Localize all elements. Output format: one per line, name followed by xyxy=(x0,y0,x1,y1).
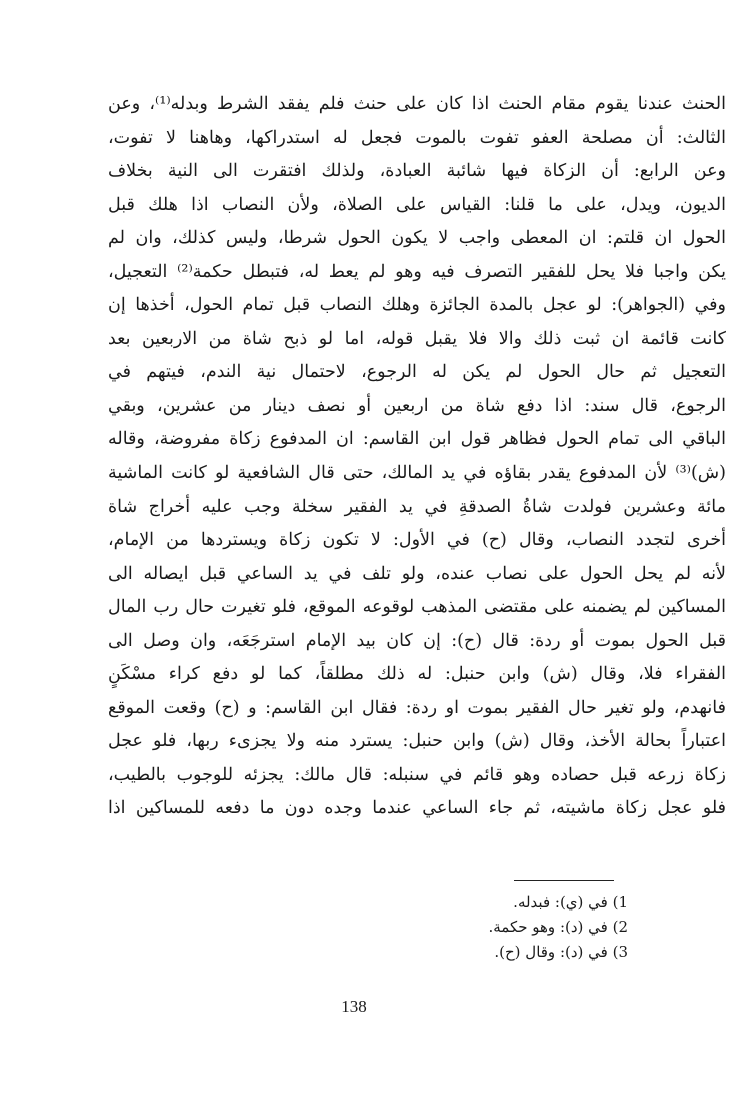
footnote: 3) في (د): وقال (ح). xyxy=(494,943,628,961)
page-number: 138 xyxy=(341,997,367,1016)
text-line: الحول ان قلتم: ان المعطى واجب لا يكون الحول شرطا، وليس كذلك، وان لم xyxy=(108,228,726,249)
footnotes xyxy=(400,890,628,965)
text-line: فانهدم، ولو تغير حال الفقير بموت او ردة: فقال ابن القاسم: و (ح) وقعت الموقع xyxy=(108,697,726,718)
text-line: أخرى لتجدد النصاب، وقال (ح) في الأول: لا تكون زكاة ويستردها من الإمام، xyxy=(108,530,726,551)
text-line: يكن واجبا فلا يحل للفقير التصرف فيه وهو لم يعط له، فتبطل حكمة⁽²⁾ التعجيل، xyxy=(108,261,726,282)
text-line: فلو عجل زكاة ماشيته، ثم جاء الساعي عندما وجده دون ما دفعه للمساكين اذا xyxy=(108,798,726,819)
text-line: الحنث عندنا يقوم مقام الحنث اذا كان على حنث فلم يفقد الشرط وبدله⁽¹⁾، وعن xyxy=(108,94,726,114)
text-line: قبل الحول بموت أو ردة: قال (ح): إن كان بيد الإمام استرجَعَه، وان وصل الى xyxy=(108,630,726,651)
text-line: الباقي الى تمام الحول فظاهر قول ابن القاسم: ان المدفوع زكاة مفروضة، وقاله xyxy=(108,429,726,450)
text-line: لأنه لم يحل الحول على نصاب عنده، ولو تلف في يد الساعي قبل ايصاله الى xyxy=(108,563,726,584)
main-text xyxy=(108,88,726,826)
footnote: 2) في (د): وهو حكمة. xyxy=(488,918,628,936)
text-line: كانت قائمة ان ثبت ذلك والا فلا يقبل قوله، اما لو ذبح شاة من الاربعين بعد xyxy=(108,328,726,349)
text-line: وعن الرابع: أن الزكاة فيها شائبة العبادة، ولذلك افتقرت الى النية بخلاف xyxy=(108,161,726,182)
text-line: زكاة زرعه قبل حصاده وهو قائم في سنبله: قال مالك: يجزئه للوجوب بالطيب، xyxy=(108,764,726,785)
text-line: وفي (الجواهر): لو عجل بالمدة الجائزة وهلك النصاب قبل تمام الحول، أخذها إن xyxy=(108,295,726,316)
text-line: مائة وعشرين فولدت شاةُ الصدقةِ في يد الفقير سخلة وجب عليه أخراج شاة xyxy=(108,496,726,517)
text-line: الفقراء فلا، وقال (ش) وابن حنبل: له ذلك مطلقاً، كما لو دفع كراء مسْكَنٍ xyxy=(108,664,726,685)
text-line: الثالث: أن مصلحة العفو تفوت بالموت فجعل له استدراكها، وهاهنا لا تفوت، xyxy=(108,127,726,148)
text-line: (ش)⁽³⁾ لأن المدفوع يقدر بقاؤه في يد المالك، حتى قال الشافعية لو كانت الماشية xyxy=(108,463,726,484)
footnote: 1) في (ي): فبدله. xyxy=(513,893,628,911)
footnote-divider xyxy=(514,880,614,881)
text-line: الرجوع، قال سند: اذا دفع شاة من اربعين أو نصف دينار من عشرين، وبقي xyxy=(108,395,726,416)
text-line: المساكين لم يضمنه على مقتضى المذهب لوقوعه الموقع، فلو تغيرت حال رب المال xyxy=(108,597,726,618)
text-line: الديون، ويدل، على ما قلنا: القياس على الصلاة، ولأن النصاب اذا هلك قبل xyxy=(108,194,726,215)
text-line: اعتباراً بحالة الأخذ، وقال (ش) وابن حنبل: يسترد منه ولا يجزىء ربها، فلو عجل xyxy=(108,731,726,752)
text-line: التعجيل ثم حال الحول لم يكن له الرجوع، لاحتمال نية الندم، فيتهم في xyxy=(108,362,726,383)
